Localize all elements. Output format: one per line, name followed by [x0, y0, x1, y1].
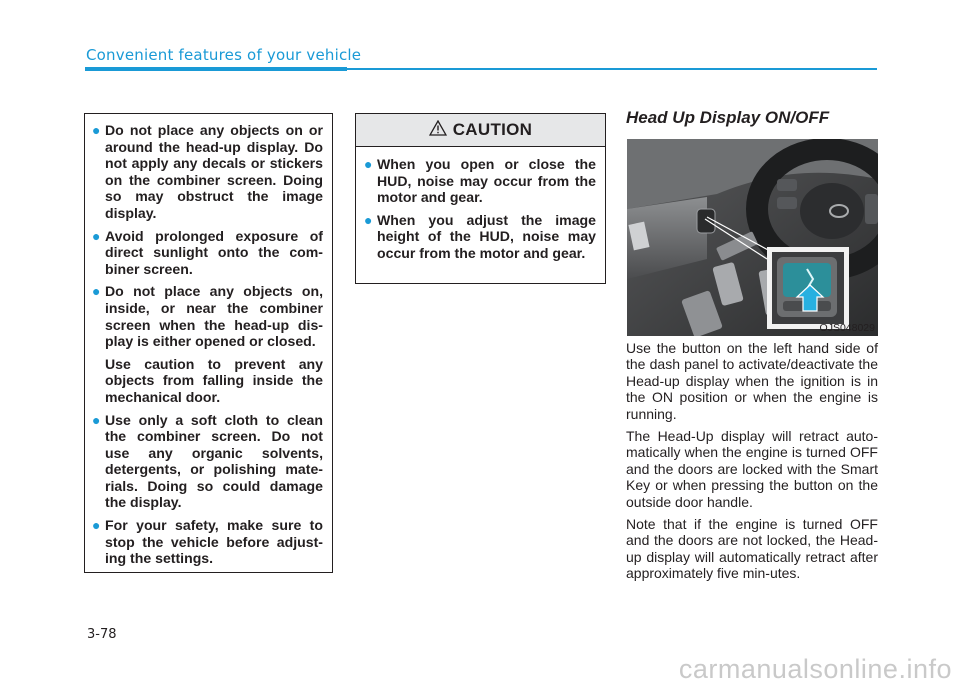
bullet-icon: ● [364, 211, 373, 228]
caution-list [364, 156, 596, 268]
warning-text: Use only a soft cloth to clean the combiner screen. Do not use any organic solvents, detergents, or polishing mate-rials. Doing so could damage the display. [105, 411, 323, 511]
section-title: Head Up Display ON/OFF [626, 108, 830, 127]
caution-box [355, 113, 606, 284]
caution-header [356, 114, 605, 147]
warning-box [84, 113, 333, 573]
body-text [626, 340, 878, 588]
header-rule [85, 67, 347, 71]
section-header: Convenient features of your vehicle [86, 46, 362, 64]
bullet-icon: ● [92, 517, 101, 534]
list-item [92, 517, 323, 567]
list-item [92, 122, 323, 222]
hud-button-photo [627, 139, 878, 336]
paragraph: Note that if the engine is turned OFF and the doors are not locked, the Head-up display will automatically retract after approximately five min-utes. [626, 516, 878, 582]
page-number: 3-78 [87, 627, 117, 642]
watermark: carmanualsonline.info [678, 654, 952, 684]
list-item [92, 411, 323, 512]
bullet-icon: ● [92, 411, 101, 428]
list-item [364, 211, 596, 262]
bullet-icon: ● [92, 227, 101, 244]
warning-text: Do not place any objects on or around the head-up display. Do not apply any decals or stickers on the combiner screen. Doing so may obstruct the image display. [105, 122, 323, 221]
list-item [92, 283, 323, 405]
warning-text: Do not place any objects on, inside, or near the combiner screen when the head-up dis-play is either opened or closed. [105, 283, 323, 350]
warning-triangle-icon [429, 120, 447, 141]
caution-title: CAUTION [452, 120, 533, 139]
warning-text: For your safety, make sure to stop the vehicle before adjust-ing the settings. [105, 517, 323, 567]
bullet-icon: ● [92, 283, 101, 300]
caution-text: When you adjust the image height of the HUD, noise may occur from the motor and gear. [377, 211, 596, 261]
paragraph: The Head-Up display will retract auto-matically when the engine is turned OFF and the doors are locked with the Smart Key or when pressing the button on the outside door handle. [626, 428, 878, 510]
list-item [92, 227, 323, 278]
bullet-icon: ● [92, 122, 101, 138]
warning-text: Avoid prolonged exposure of direct sunlight onto the com-biner screen. [105, 227, 323, 277]
figure-code: OJS048029 [819, 322, 875, 334]
warning-text: Use caution to prevent any objects from falling inside the mechanical door. [105, 355, 323, 405]
caution-text: When you open or close the HUD, noise may occur from the motor and gear. [377, 156, 596, 206]
list-item [364, 156, 596, 206]
paragraph: Use the button on the left hand side of the dash panel to activate/deactivate the Head-up display when the ignition is in the ON position or when the engine is running. [626, 340, 878, 422]
header-rule-thin [347, 68, 877, 70]
warning-list [92, 122, 323, 573]
bullet-icon: ● [364, 156, 373, 172]
